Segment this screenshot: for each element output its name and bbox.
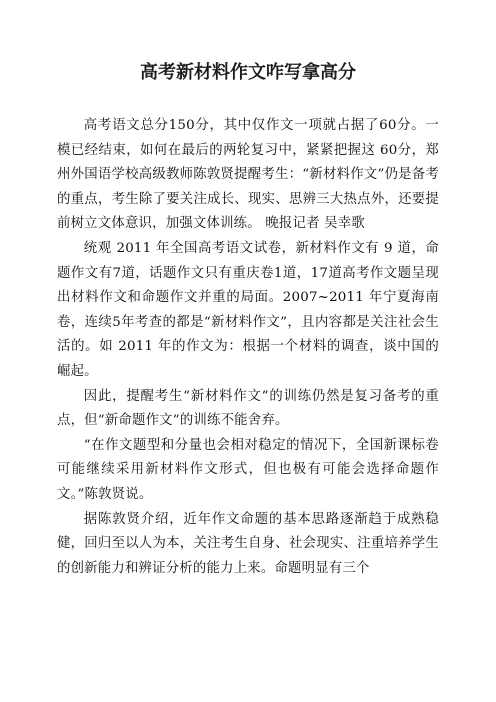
paragraph: “在作文题型和分量也会相对稳定的情况下，全国新课标卷可能继续采用新材料作文形式，但也极有可能会选择命题作文。”陈敦贤说。 [57, 437, 439, 502]
document-body [57, 114, 439, 581]
paragraph: 据陈敦贤介绍，近年作文命题的基本思路逐渐趋于成熟稳健，回归至以人为本，关注考生自身、社会现实、注重培养学生的创新能力和辨证分析的能力上来。命题明显有三个 [57, 511, 439, 576]
paragraph: 统观 2011 年全国高考语文试卷，新材料作文有 9 道，命题作文有7道，话题作文只有重庆卷1道，17道高考作文题呈现出材料作文和命题作文并重的局面。2007~2011 年宁夏海南卷，连续5年考查的都是“新材料作文”，且内容都是关注社会生活的。如 2011 年的作文为：根据一个材料的调查，谈中国的崛起。 [57, 240, 439, 379]
paragraph: 因此，提醒考生“新材料作文”的训练仍然是复习备考的重点，但“新命题作文”的训练不能舍弃。 [57, 388, 439, 429]
document-title: 高考新材料作文咋写拿高分 [140, 62, 356, 83]
paragraph: 高考语文总分150分，其中仅作文一项就占据了60分。一模已经结束，如何在最后的两轮复习中，紧紧把握这 60分，郑州外国语学校高级教师陈敦贤提醒考生：“新材料作文”仍是备考的重点，考生除了要关注成长、现实、思辨三大热点外，还要提前树立文体意识，加强文体训练。 晚报记者 吴幸歌 [57, 118, 439, 232]
